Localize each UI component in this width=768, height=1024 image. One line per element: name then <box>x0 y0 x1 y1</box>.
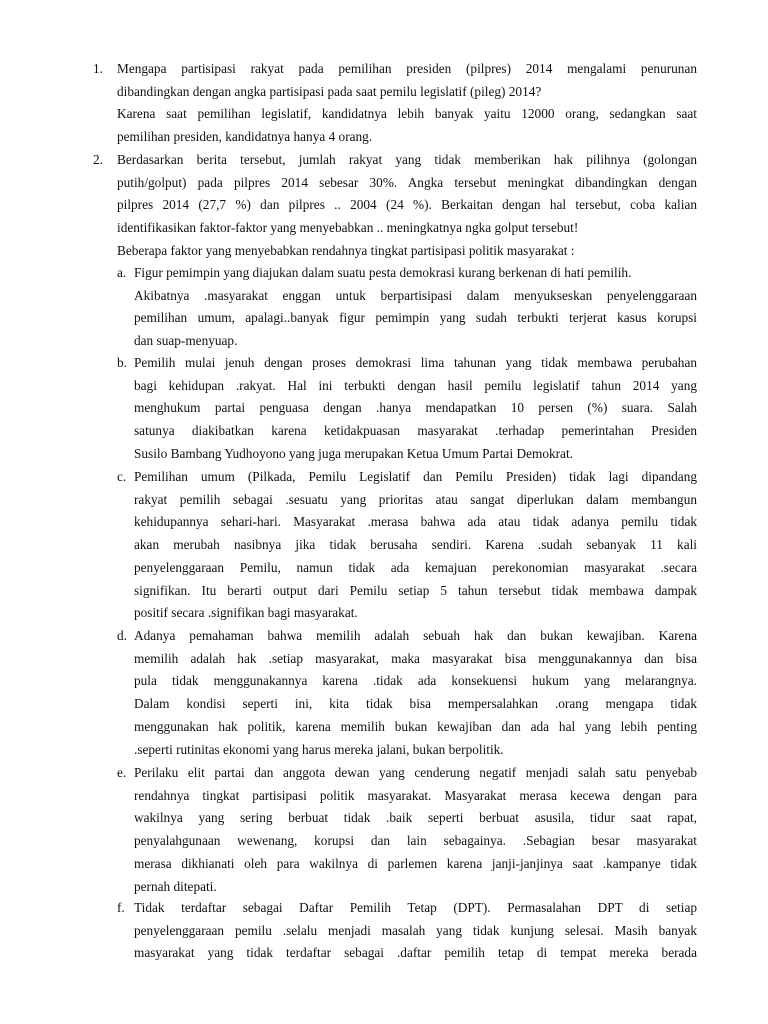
question-line: Berdasarkan berita tersebut, jumlah rakyat yang tidak memberikan hak pilihnya (golongan <box>117 152 697 167</box>
question-2 <box>117 149 697 263</box>
subitem-line: menghukum partai penguasa dengan .hanya mendapatkan 10 persen (%) suara. Salah <box>134 400 697 416</box>
subitem-f <box>134 897 697 965</box>
subitem-line: .seperti rutinitas ekonomi yang harus mereka jalani, bukan berpolitik. <box>134 741 504 757</box>
subitem-letter: c. <box>117 469 127 484</box>
subitem-b <box>134 352 697 466</box>
subitem-line: Perilaku elit partai dan anggota dewan yang cenderung negatif menjadi salah satu penyebab <box>134 765 697 780</box>
subitem-line: akan merubah nasibnya jika tidak berusaha sendiri. Karena .sudah sebanyak 11 kali <box>134 537 697 553</box>
subitem-line: Pemilih mulai jenuh dengan proses demokrasi lima tahunan yang tidak membawa perubahan <box>134 355 697 370</box>
answer-line: pemilihan presiden, kandidatnya hanya 4 orang. <box>117 129 373 145</box>
question-1 <box>117 58 697 149</box>
subitem-letter: f. <box>117 900 125 915</box>
question-line: dibandingkan dengan angka partisipasi pada saat pemilu legislatif (pileg) 2014? <box>117 83 542 99</box>
item-number: 2. <box>93 152 103 167</box>
subitem-line: rakyat pemilih sebagai .sesuatu yang prioritas atau sangat diperlukan dalam membangun <box>134 491 697 507</box>
subitem-line: pernah ditepati. <box>134 878 217 894</box>
subitem-line: pemilihan umum, apalagi..banyak figur pemimpin yang sudah terbukti terjerat kasus korupsi <box>134 310 697 326</box>
subitem-line: masyarakat yang tidak terdaftar sebagai .daftar pemilih tetap di tempat mereka berada <box>134 945 697 961</box>
question-line: Mengapa partisipasi rakyat pada pemilihan presiden (pilpres) 2014 mengalami penurunan <box>117 61 697 76</box>
subitem-line: memilih adalah hak .setiap masyarakat, maka masyarakat bisa menggunakannya dan bisa <box>134 650 697 666</box>
subitem-line: menggunakan hak politik, karena memilih bukan kewajiban dan ada hal yang lebih penting <box>134 718 697 734</box>
subitem-letter: b. <box>117 355 127 370</box>
question-line: pilpres 2014 (27,7 %) dan pilpres .. 2004 (24 %). Berkaitan dengan hal tersebut, coba kalian <box>117 197 697 213</box>
subitem-letter: e. <box>117 765 127 780</box>
item-number: 1. <box>93 61 103 76</box>
subitem-a <box>134 262 697 353</box>
subitem-line: penyalahgunaan wewenang, korupsi dan lain sebagainya. .Sebagian besar masyarakat <box>134 833 697 849</box>
question-line: putih/golput) pada pilpres 2014 sebesar 30%. Angka tersebut meningkat dibandingkan dengan <box>117 174 697 190</box>
subitem-letter: d. <box>117 628 127 643</box>
subitem-line: Susilo Bambang Yudhoyono yang juga merupakan Ketua Umum Partai Demokrat. <box>134 445 573 461</box>
subitem-line: kehidupannya sehari-hari. Masyarakat .merasa bahwa ada atau tidak adanya pemilu tidak <box>134 514 697 530</box>
subitem-line: pula tidak menggunakannya karena .tidak ada konsekuensi hukum yang melarangnya. <box>134 673 697 689</box>
subitem-line: penyelenggaraan Pemilu, namun tidak ada kemajuan perekonomian masyarakat .secara <box>134 559 697 575</box>
subitem-line: Pemilihan umum (Pilkada, Pemilu Legislatif dan Pemilu Presiden) tidak lagi dipandang <box>134 469 697 484</box>
subitem-e <box>134 762 697 898</box>
subitem-line: Figur pemimpin yang diajukan dalam suatu pesta demokrasi kurang berkenan di hati pemilih. <box>134 265 632 280</box>
subitem-line: Adanya pemahaman bahwa memilih adalah sebuah hak dan bukan kewajiban. Karena <box>134 628 697 643</box>
subitem-line: Akibatnya .masyarakat enggan untuk berpartisipasi dalam menyukseskan penyelenggaraan <box>134 287 697 303</box>
subitem-line: signifikan. Itu berarti output dari Pemilu setiap 5 tahun tersebut tidak membawa dampak <box>134 582 697 598</box>
answer-line: Karena saat pemilihan legislatif, kandidatnya lebih banyak yaitu 12000 orang, sedangkan saat <box>117 106 697 122</box>
subitem-line: Dalam kondisi seperti ini, kita tidak bisa mempersalahkan .orang mengapa tidak <box>134 696 697 712</box>
question-line: identifikasikan faktor-faktor yang menyebabkan .. meningkatnya ngka golput tersebut! <box>117 220 579 236</box>
subitem-line: positif secara .signifikan bagi masyarakat. <box>134 605 358 621</box>
subitem-line: Tidak terdaftar sebagai Daftar Pemilih Tetap (DPT). Permasalahan DPT di setiap <box>134 900 697 915</box>
subitem-c <box>134 466 697 625</box>
subitem-line: merasa dikhianati oleh para wakilnya di parlemen karena janji-janjinya saat .kampanye tidak <box>134 855 697 871</box>
answer-intro: Beberapa faktor yang menyebabkan rendahnya tingkat partisipasi politik masyarakat : <box>117 242 575 258</box>
subitem-line: penyelenggaraan pemilu .selalu menjadi masalah yang tidak kunjung selesai. Masih banyak <box>134 922 697 938</box>
subitem-letter: a. <box>117 265 127 280</box>
subitem-line: wakilnya yang sering berbuat tidak .baik seperti berbuat asusila, tidur saat rapat, <box>134 810 697 826</box>
subitem-line: dan suap-menyuap. <box>134 333 238 349</box>
subitem-line: bagi kehidupan .rakyat. Hal ini terbukti dengan hasil pemilu legislatif tahun 2014 yang <box>134 377 697 393</box>
subitem-line: rendahnya tingkat partisipasi politik masyarakat. Masyarakat merasa kecewa dengan para <box>134 787 697 803</box>
subitem-d <box>134 625 697 761</box>
subitem-line: satunya diakibatkan karena ketidakpuasan masyarakat .terhadap pemerintahan Presiden <box>134 423 697 439</box>
